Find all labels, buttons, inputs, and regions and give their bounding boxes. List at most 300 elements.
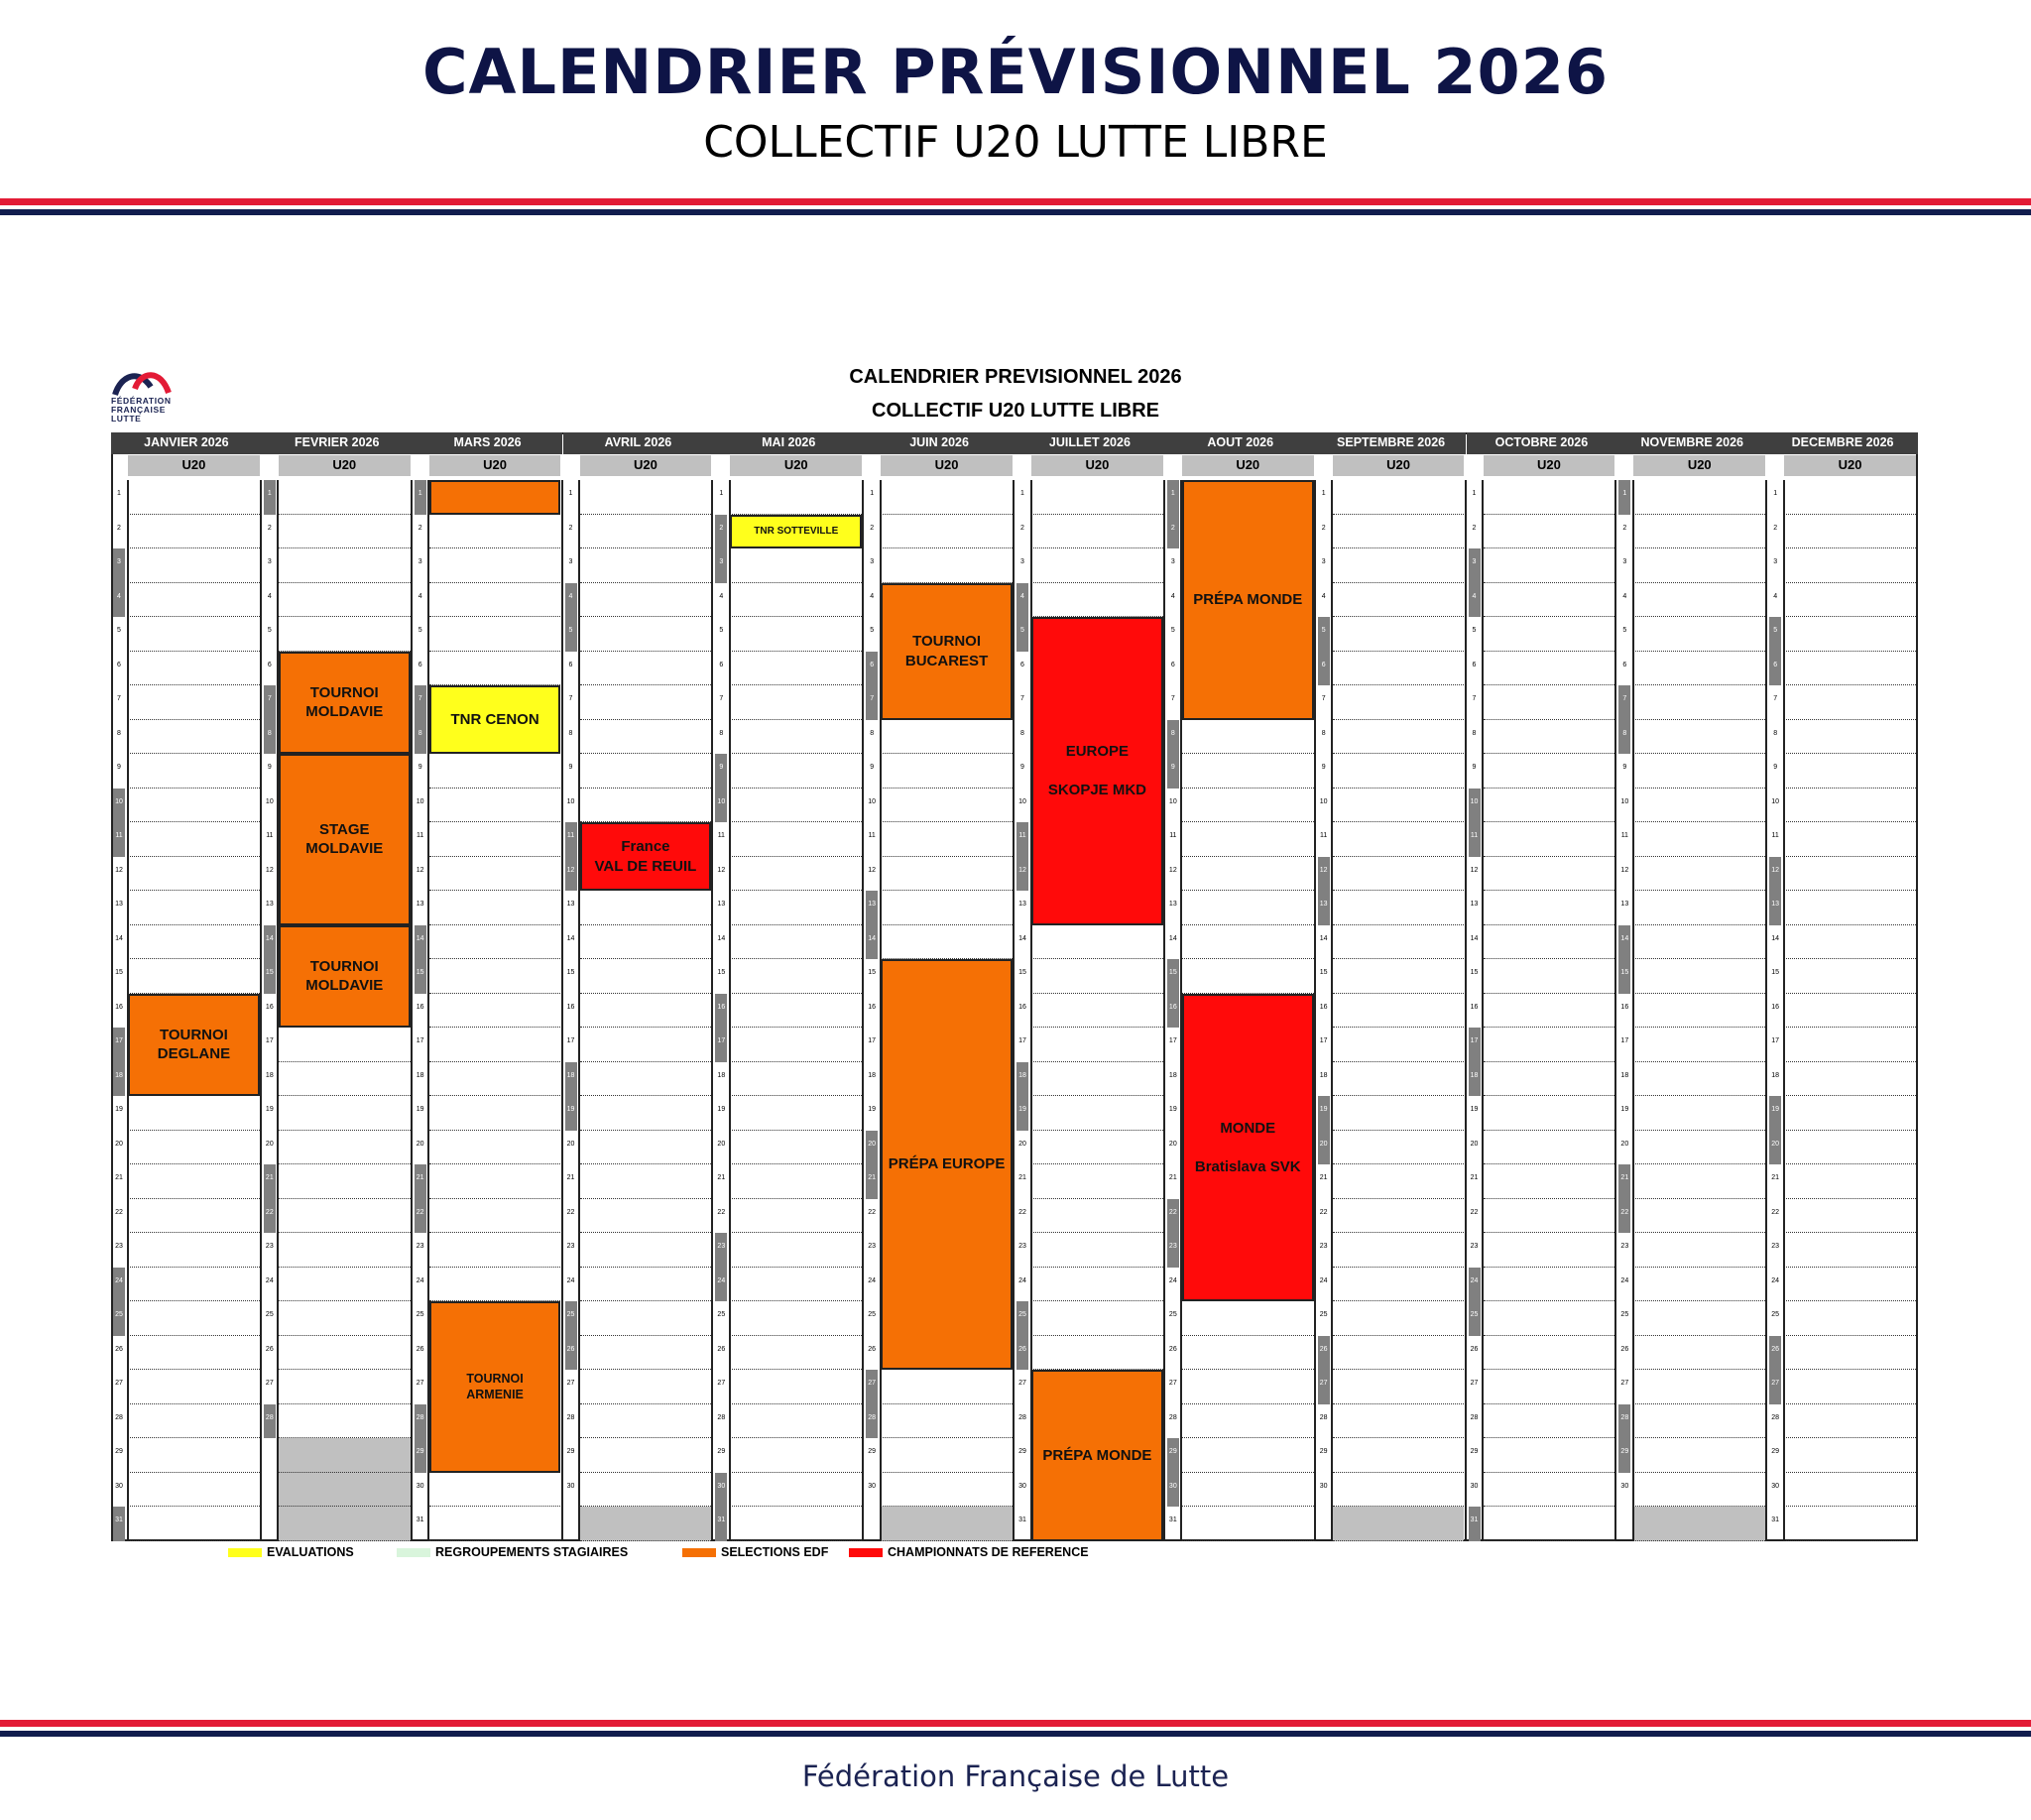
day-cell[interactable] xyxy=(1784,789,1916,823)
day-cell[interactable] xyxy=(1484,822,1615,857)
day-cell[interactable] xyxy=(1333,1164,1465,1199)
day-cell[interactable] xyxy=(128,652,260,686)
day-cell[interactable] xyxy=(730,1336,862,1371)
day-cell[interactable] xyxy=(1633,617,1765,652)
day-cell[interactable] xyxy=(730,583,862,618)
day-cell[interactable] xyxy=(1633,652,1765,686)
day-cell[interactable] xyxy=(1484,1164,1615,1199)
day-cell[interactable] xyxy=(1633,1062,1765,1097)
day-cell[interactable] xyxy=(429,959,561,994)
day-cell[interactable] xyxy=(128,480,260,515)
day-cell[interactable] xyxy=(1333,1268,1465,1302)
day-cell[interactable] xyxy=(279,480,411,515)
day-cell[interactable] xyxy=(1484,789,1615,823)
day-cell[interactable] xyxy=(1784,1473,1916,1508)
day-cell[interactable] xyxy=(429,857,561,892)
calendar-event[interactable]: PRÉPA MONDE xyxy=(1182,480,1314,720)
day-cell[interactable] xyxy=(580,1336,712,1371)
day-cell[interactable] xyxy=(128,754,260,789)
day-cell[interactable] xyxy=(279,515,411,549)
day-cell[interactable] xyxy=(1333,925,1465,960)
day-cell[interactable] xyxy=(1633,959,1765,994)
day-cell[interactable] xyxy=(1784,959,1916,994)
day-cell[interactable] xyxy=(580,959,712,994)
day-cell[interactable] xyxy=(881,789,1013,823)
day-cell[interactable] xyxy=(730,685,862,720)
day-cell[interactable] xyxy=(1784,754,1916,789)
day-cell[interactable] xyxy=(128,891,260,925)
day-cell[interactable] xyxy=(1633,1473,1765,1508)
day-cell[interactable] xyxy=(730,1199,862,1234)
day-cell[interactable] xyxy=(1784,617,1916,652)
calendar-event[interactable]: PRÉPA EUROPE xyxy=(881,959,1013,1370)
calendar-event[interactable]: TOURNOI MOLDAVIE xyxy=(279,925,411,1029)
day-cell[interactable] xyxy=(580,652,712,686)
day-cell[interactable] xyxy=(429,515,561,549)
day-cell[interactable] xyxy=(1484,1028,1615,1062)
day-cell[interactable] xyxy=(1784,1062,1916,1097)
day-cell[interactable] xyxy=(279,1096,411,1131)
day-cell[interactable] xyxy=(730,789,862,823)
day-cell[interactable] xyxy=(429,754,561,789)
calendar-event[interactable]: STAGE MOLDAVIE xyxy=(279,754,411,925)
day-cell[interactable] xyxy=(580,754,712,789)
day-cell[interactable] xyxy=(1633,925,1765,960)
day-cell[interactable] xyxy=(730,925,862,960)
day-cell[interactable] xyxy=(1182,925,1314,960)
day-cell[interactable] xyxy=(429,548,561,583)
day-cell[interactable] xyxy=(1182,720,1314,755)
day-cell[interactable] xyxy=(580,891,712,925)
day-cell[interactable] xyxy=(1784,720,1916,755)
day-cell[interactable] xyxy=(1182,822,1314,857)
day-cell[interactable] xyxy=(1784,1507,1916,1541)
day-cell[interactable] xyxy=(730,1233,862,1268)
day-cell[interactable] xyxy=(580,1404,712,1439)
day-cell[interactable] xyxy=(429,994,561,1029)
day-cell[interactable] xyxy=(1484,1062,1615,1097)
day-cell[interactable] xyxy=(580,1507,712,1541)
day-cell[interactable] xyxy=(1031,1164,1163,1199)
calendar-event[interactable]: TOURNOI BUCAREST xyxy=(881,583,1013,720)
day-cell[interactable] xyxy=(1333,789,1465,823)
calendar-event[interactable]: TOURNOI ARMENIE xyxy=(429,1301,561,1473)
day-cell[interactable] xyxy=(279,1028,411,1062)
day-cell[interactable] xyxy=(1333,994,1465,1029)
day-cell[interactable] xyxy=(580,515,712,549)
day-cell[interactable] xyxy=(1031,1336,1163,1371)
day-cell[interactable] xyxy=(580,1062,712,1097)
day-cell[interactable] xyxy=(279,1370,411,1404)
day-cell[interactable] xyxy=(1633,1370,1765,1404)
day-cell[interactable] xyxy=(128,515,260,549)
day-cell[interactable] xyxy=(1633,1199,1765,1234)
day-cell[interactable] xyxy=(1333,583,1465,618)
day-cell[interactable] xyxy=(128,1164,260,1199)
day-cell[interactable] xyxy=(1784,1336,1916,1371)
day-cell[interactable] xyxy=(128,1370,260,1404)
day-cell[interactable] xyxy=(128,1233,260,1268)
day-cell[interactable] xyxy=(580,1199,712,1234)
day-cell[interactable] xyxy=(1031,1028,1163,1062)
day-cell[interactable] xyxy=(881,515,1013,549)
day-cell[interactable] xyxy=(1031,959,1163,994)
day-cell[interactable] xyxy=(1182,1370,1314,1404)
day-cell[interactable] xyxy=(1333,1131,1465,1165)
day-cell[interactable] xyxy=(881,822,1013,857)
day-cell[interactable] xyxy=(279,1473,411,1508)
day-cell[interactable] xyxy=(128,1404,260,1439)
day-cell[interactable] xyxy=(1633,548,1765,583)
day-cell[interactable] xyxy=(580,1096,712,1131)
day-cell[interactable] xyxy=(730,822,862,857)
day-cell[interactable] xyxy=(1784,1268,1916,1302)
day-cell[interactable] xyxy=(1633,789,1765,823)
calendar-event[interactable] xyxy=(429,480,561,515)
day-cell[interactable] xyxy=(279,1301,411,1336)
day-cell[interactable] xyxy=(1182,754,1314,789)
day-cell[interactable] xyxy=(1484,1233,1615,1268)
day-cell[interactable] xyxy=(1484,583,1615,618)
day-cell[interactable] xyxy=(1633,857,1765,892)
day-cell[interactable] xyxy=(1633,583,1765,618)
day-cell[interactable] xyxy=(1484,548,1615,583)
day-cell[interactable] xyxy=(1484,480,1615,515)
day-cell[interactable] xyxy=(1333,1507,1465,1541)
day-cell[interactable] xyxy=(580,548,712,583)
calendar-event[interactable]: TNR CENON xyxy=(429,685,561,754)
day-cell[interactable] xyxy=(128,1473,260,1508)
day-cell[interactable] xyxy=(429,1028,561,1062)
day-cell[interactable] xyxy=(1031,548,1163,583)
day-cell[interactable] xyxy=(1182,891,1314,925)
day-cell[interactable] xyxy=(1182,1336,1314,1371)
day-cell[interactable] xyxy=(1484,720,1615,755)
day-cell[interactable] xyxy=(429,891,561,925)
day-cell[interactable] xyxy=(1333,1370,1465,1404)
day-cell[interactable] xyxy=(1784,548,1916,583)
day-cell[interactable] xyxy=(1784,1164,1916,1199)
day-cell[interactable] xyxy=(1784,480,1916,515)
day-cell[interactable] xyxy=(128,617,260,652)
day-cell[interactable] xyxy=(881,925,1013,960)
day-cell[interactable] xyxy=(1031,1268,1163,1302)
day-cell[interactable] xyxy=(580,994,712,1029)
day-cell[interactable] xyxy=(279,1268,411,1302)
day-cell[interactable] xyxy=(1484,925,1615,960)
day-cell[interactable] xyxy=(128,583,260,618)
day-cell[interactable] xyxy=(429,789,561,823)
day-cell[interactable] xyxy=(1784,1438,1916,1473)
day-cell[interactable] xyxy=(128,925,260,960)
day-cell[interactable] xyxy=(1484,1199,1615,1234)
day-cell[interactable] xyxy=(1633,1028,1765,1062)
day-cell[interactable] xyxy=(730,1164,862,1199)
day-cell[interactable] xyxy=(429,1096,561,1131)
day-cell[interactable] xyxy=(1484,1370,1615,1404)
day-cell[interactable] xyxy=(1484,1473,1615,1508)
calendar-event[interactable]: EUROPE SKOPJE MKD xyxy=(1031,617,1163,925)
day-cell[interactable] xyxy=(730,720,862,755)
day-cell[interactable] xyxy=(730,857,862,892)
day-cell[interactable] xyxy=(580,617,712,652)
day-cell[interactable] xyxy=(1784,1028,1916,1062)
day-cell[interactable] xyxy=(429,1062,561,1097)
day-cell[interactable] xyxy=(1784,652,1916,686)
day-cell[interactable] xyxy=(1784,1199,1916,1234)
day-cell[interactable] xyxy=(1182,959,1314,994)
day-cell[interactable] xyxy=(1633,1268,1765,1302)
day-cell[interactable] xyxy=(1484,617,1615,652)
calendar-event[interactable]: PRÉPA MONDE xyxy=(1031,1370,1163,1541)
day-cell[interactable] xyxy=(1182,1301,1314,1336)
day-cell[interactable] xyxy=(1333,1301,1465,1336)
day-cell[interactable] xyxy=(1784,583,1916,618)
day-cell[interactable] xyxy=(1784,685,1916,720)
day-cell[interactable] xyxy=(1031,1233,1163,1268)
day-cell[interactable] xyxy=(1633,720,1765,755)
day-cell[interactable] xyxy=(881,548,1013,583)
day-cell[interactable] xyxy=(128,1438,260,1473)
day-cell[interactable] xyxy=(1633,994,1765,1029)
day-cell[interactable] xyxy=(429,925,561,960)
day-cell[interactable] xyxy=(1633,1096,1765,1131)
day-cell[interactable] xyxy=(730,891,862,925)
day-cell[interactable] xyxy=(128,1301,260,1336)
day-cell[interactable] xyxy=(580,1268,712,1302)
day-cell[interactable] xyxy=(881,480,1013,515)
day-cell[interactable] xyxy=(128,1199,260,1234)
day-cell[interactable] xyxy=(1484,1404,1615,1439)
day-cell[interactable] xyxy=(279,1438,411,1473)
day-cell[interactable] xyxy=(1333,1336,1465,1371)
day-cell[interactable] xyxy=(1633,480,1765,515)
day-cell[interactable] xyxy=(730,1301,862,1336)
day-cell[interactable] xyxy=(1333,891,1465,925)
day-cell[interactable] xyxy=(881,891,1013,925)
day-cell[interactable] xyxy=(1784,515,1916,549)
day-cell[interactable] xyxy=(429,1268,561,1302)
day-cell[interactable] xyxy=(1484,1336,1615,1371)
day-cell[interactable] xyxy=(1484,1301,1615,1336)
day-cell[interactable] xyxy=(1333,959,1465,994)
day-cell[interactable] xyxy=(1784,925,1916,960)
day-cell[interactable] xyxy=(1633,822,1765,857)
day-cell[interactable] xyxy=(1484,1131,1615,1165)
day-cell[interactable] xyxy=(1784,822,1916,857)
day-cell[interactable] xyxy=(730,1096,862,1131)
day-cell[interactable] xyxy=(730,617,862,652)
day-cell[interactable] xyxy=(881,720,1013,755)
day-cell[interactable] xyxy=(1333,548,1465,583)
calendar-event[interactable]: TOURNOI DEGLANE xyxy=(128,994,260,1097)
day-cell[interactable] xyxy=(1333,652,1465,686)
day-cell[interactable] xyxy=(279,1062,411,1097)
day-cell[interactable] xyxy=(1182,789,1314,823)
day-cell[interactable] xyxy=(429,1473,561,1508)
day-cell[interactable] xyxy=(1484,1507,1615,1541)
day-cell[interactable] xyxy=(1031,1301,1163,1336)
day-cell[interactable] xyxy=(1784,1404,1916,1439)
day-cell[interactable] xyxy=(1633,1438,1765,1473)
day-cell[interactable] xyxy=(730,754,862,789)
day-cell[interactable] xyxy=(128,548,260,583)
day-cell[interactable] xyxy=(730,1028,862,1062)
day-cell[interactable] xyxy=(1633,891,1765,925)
day-cell[interactable] xyxy=(1333,822,1465,857)
day-cell[interactable] xyxy=(1784,891,1916,925)
day-cell[interactable] xyxy=(580,720,712,755)
day-cell[interactable] xyxy=(1031,1199,1163,1234)
day-cell[interactable] xyxy=(580,685,712,720)
day-cell[interactable] xyxy=(279,1404,411,1439)
day-cell[interactable] xyxy=(1031,1096,1163,1131)
day-cell[interactable] xyxy=(1484,857,1615,892)
day-cell[interactable] xyxy=(1484,1438,1615,1473)
day-cell[interactable] xyxy=(1484,515,1615,549)
day-cell[interactable] xyxy=(128,959,260,994)
day-cell[interactable] xyxy=(1784,1096,1916,1131)
day-cell[interactable] xyxy=(730,1438,862,1473)
day-cell[interactable] xyxy=(279,1336,411,1371)
day-cell[interactable] xyxy=(1484,1268,1615,1302)
day-cell[interactable] xyxy=(881,857,1013,892)
day-cell[interactable] xyxy=(128,1507,260,1541)
day-cell[interactable] xyxy=(1333,1473,1465,1508)
day-cell[interactable] xyxy=(429,822,561,857)
day-cell[interactable] xyxy=(580,583,712,618)
calendar-event[interactable]: TNR SOTTEVILLE xyxy=(730,515,862,549)
calendar-event[interactable]: TOURNOI MOLDAVIE xyxy=(279,652,411,755)
day-cell[interactable] xyxy=(730,548,862,583)
day-cell[interactable] xyxy=(279,617,411,652)
day-cell[interactable] xyxy=(730,959,862,994)
day-cell[interactable] xyxy=(279,1164,411,1199)
day-cell[interactable] xyxy=(580,480,712,515)
day-cell[interactable] xyxy=(1484,754,1615,789)
day-cell[interactable] xyxy=(128,1096,260,1131)
day-cell[interactable] xyxy=(730,652,862,686)
day-cell[interactable] xyxy=(1784,857,1916,892)
day-cell[interactable] xyxy=(1333,857,1465,892)
day-cell[interactable] xyxy=(1784,1370,1916,1404)
day-cell[interactable] xyxy=(1031,1062,1163,1097)
day-cell[interactable] xyxy=(128,1268,260,1302)
day-cell[interactable] xyxy=(128,789,260,823)
day-cell[interactable] xyxy=(580,1131,712,1165)
day-cell[interactable] xyxy=(1333,1233,1465,1268)
day-cell[interactable] xyxy=(279,1507,411,1541)
day-cell[interactable] xyxy=(580,1028,712,1062)
day-cell[interactable] xyxy=(429,1233,561,1268)
day-cell[interactable] xyxy=(429,617,561,652)
day-cell[interactable] xyxy=(1484,685,1615,720)
day-cell[interactable] xyxy=(1333,1062,1465,1097)
day-cell[interactable] xyxy=(128,720,260,755)
day-cell[interactable] xyxy=(1784,994,1916,1029)
day-cell[interactable] xyxy=(1333,720,1465,755)
day-cell[interactable] xyxy=(1484,652,1615,686)
day-cell[interactable] xyxy=(1633,1131,1765,1165)
day-cell[interactable] xyxy=(1031,994,1163,1029)
day-cell[interactable] xyxy=(1333,1404,1465,1439)
day-cell[interactable] xyxy=(730,1062,862,1097)
day-cell[interactable] xyxy=(429,583,561,618)
day-cell[interactable] xyxy=(1333,754,1465,789)
day-cell[interactable] xyxy=(1333,1028,1465,1062)
day-cell[interactable] xyxy=(279,1131,411,1165)
day-cell[interactable] xyxy=(1031,515,1163,549)
day-cell[interactable] xyxy=(1633,1404,1765,1439)
day-cell[interactable] xyxy=(881,1473,1013,1508)
day-cell[interactable] xyxy=(1633,1164,1765,1199)
day-cell[interactable] xyxy=(1633,1233,1765,1268)
day-cell[interactable] xyxy=(128,1131,260,1165)
day-cell[interactable] xyxy=(1333,685,1465,720)
day-cell[interactable] xyxy=(1182,857,1314,892)
day-cell[interactable] xyxy=(1633,685,1765,720)
day-cell[interactable] xyxy=(1333,617,1465,652)
day-cell[interactable] xyxy=(1484,891,1615,925)
day-cell[interactable] xyxy=(580,1438,712,1473)
day-cell[interactable] xyxy=(1031,480,1163,515)
day-cell[interactable] xyxy=(1784,1301,1916,1336)
day-cell[interactable] xyxy=(128,685,260,720)
day-cell[interactable] xyxy=(580,1301,712,1336)
day-cell[interactable] xyxy=(1633,515,1765,549)
day-cell[interactable] xyxy=(1784,1233,1916,1268)
day-cell[interactable] xyxy=(429,1164,561,1199)
day-cell[interactable] xyxy=(580,1233,712,1268)
day-cell[interactable] xyxy=(1633,1336,1765,1371)
day-cell[interactable] xyxy=(1182,1473,1314,1508)
day-cell[interactable] xyxy=(881,1507,1013,1541)
day-cell[interactable] xyxy=(730,1404,862,1439)
day-cell[interactable] xyxy=(881,1404,1013,1439)
day-cell[interactable] xyxy=(128,1336,260,1371)
day-cell[interactable] xyxy=(279,548,411,583)
day-cell[interactable] xyxy=(730,1507,862,1541)
day-cell[interactable] xyxy=(1182,1404,1314,1439)
day-cell[interactable] xyxy=(1484,994,1615,1029)
day-cell[interactable] xyxy=(1031,925,1163,960)
day-cell[interactable] xyxy=(429,652,561,686)
day-cell[interactable] xyxy=(1333,1438,1465,1473)
calendar-event[interactable]: MONDE Bratislava SVK xyxy=(1182,994,1314,1302)
day-cell[interactable] xyxy=(580,789,712,823)
day-cell[interactable] xyxy=(429,1199,561,1234)
day-cell[interactable] xyxy=(730,1473,862,1508)
day-cell[interactable] xyxy=(1633,1301,1765,1336)
day-cell[interactable] xyxy=(730,480,862,515)
day-cell[interactable] xyxy=(1633,754,1765,789)
day-cell[interactable] xyxy=(730,1268,862,1302)
day-cell[interactable] xyxy=(1031,583,1163,618)
day-cell[interactable] xyxy=(580,1370,712,1404)
day-cell[interactable] xyxy=(429,1507,561,1541)
day-cell[interactable] xyxy=(128,857,260,892)
day-cell[interactable] xyxy=(1333,515,1465,549)
day-cell[interactable] xyxy=(1333,480,1465,515)
day-cell[interactable] xyxy=(1182,1438,1314,1473)
day-cell[interactable] xyxy=(580,1473,712,1508)
day-cell[interactable] xyxy=(580,925,712,960)
day-cell[interactable] xyxy=(429,1131,561,1165)
day-cell[interactable] xyxy=(1333,1096,1465,1131)
day-cell[interactable] xyxy=(730,994,862,1029)
day-cell[interactable] xyxy=(881,1438,1013,1473)
day-cell[interactable] xyxy=(279,583,411,618)
